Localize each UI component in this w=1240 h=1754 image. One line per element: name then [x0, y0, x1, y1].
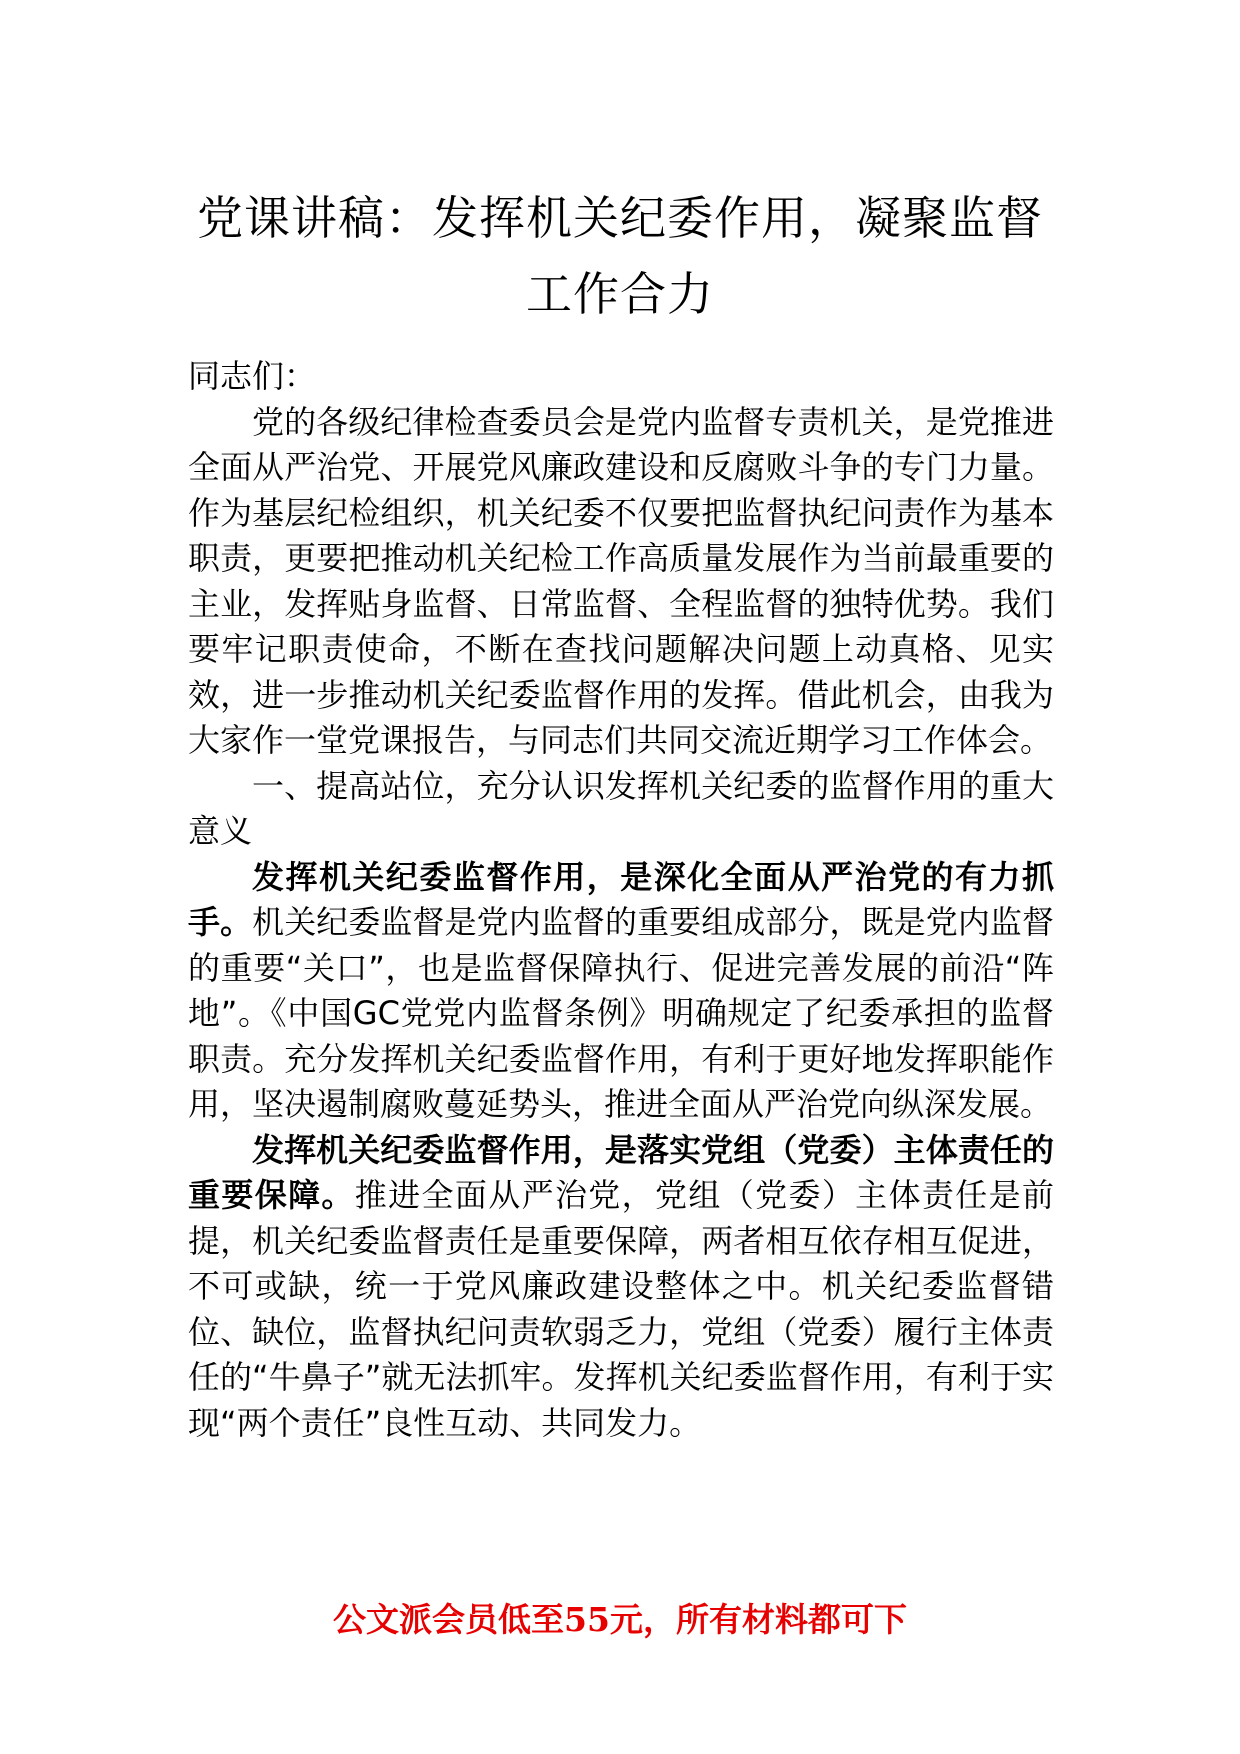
promo-footer: 公文派会员低至55元，所有材料都可下	[333, 1600, 907, 1639]
paragraph-1-text: 机关纪委监督是党内监督的重要组成部分，既是党内监督的重要“关口”，也是监督保障执行、促进完善发展的前沿“阵地”。《中国GC党党内监督条例》明确规定了纪委承担的监督职责。充分发挥机关纪委监督作用，有利于更好地发挥职能作用，坚决遏制腐败蔓延势头，推进全面从严治党向纵深发展。	[188, 903, 1054, 1123]
paragraph-1-lead: 发挥机关纪委监督作用，是深化全面从严治党的有力抓手。	[188, 857, 1054, 941]
title-line-1: 党课讲稿：发挥机关纪委作用，凝聚监督	[197, 191, 1043, 245]
title-line-2: 工作合力	[526, 267, 714, 321]
paragraph-2-lead: 发挥机关纪委监督作用，是落实党组（党委）主体责任的重要保障。	[188, 1130, 1054, 1214]
intro-paragraph: 党的各级纪律检查委员会是党内监督专责机关，是党推进全面从严治党、开展党风廉政建设和反腐败斗争的专门力量。作为基层纪检组织，机关纪委不仅要把监督执纪问责作为基本职责，更要把推动机关纪检工作高质量发展作为当前最重要的主业，发挥贴身监督、日常监督、全程监督的独特优势。我们要牢记职责使命，不断在查找问题解决问题上动真格、见实效，进一步推动机关纪委监督作用的发挥。借此机会，由我为大家作一堂党课报告，与同志们共同交流近期学习工作体会。	[188, 402, 1054, 759]
paragraph-2	[188, 1128, 1054, 1447]
paragraph-2-text: 推进全面从严治党，党组（党委）主体责任是前提，机关纪委监督责任是重要保障，两者相互依存相互促进，不可或缺，统一于党风廉政建设整体之中。机关纪委监督错位、缺位，监督执纪问责软弱乏力，党组（党委）履行主体责任的“牛鼻子”就无法抓牢。发挥机关纪委监督作用，有利于实现“两个责任”良性互动、共同发力。	[188, 1176, 1054, 1442]
salutation: 同志们：	[188, 357, 317, 395]
section-heading-1: 一、提高站位，充分认识发挥机关纪委的监督作用的重大意义	[188, 766, 1054, 850]
paragraph-1	[188, 855, 1054, 1128]
document-body	[188, 354, 1054, 1446]
document-title	[150, 180, 1090, 332]
